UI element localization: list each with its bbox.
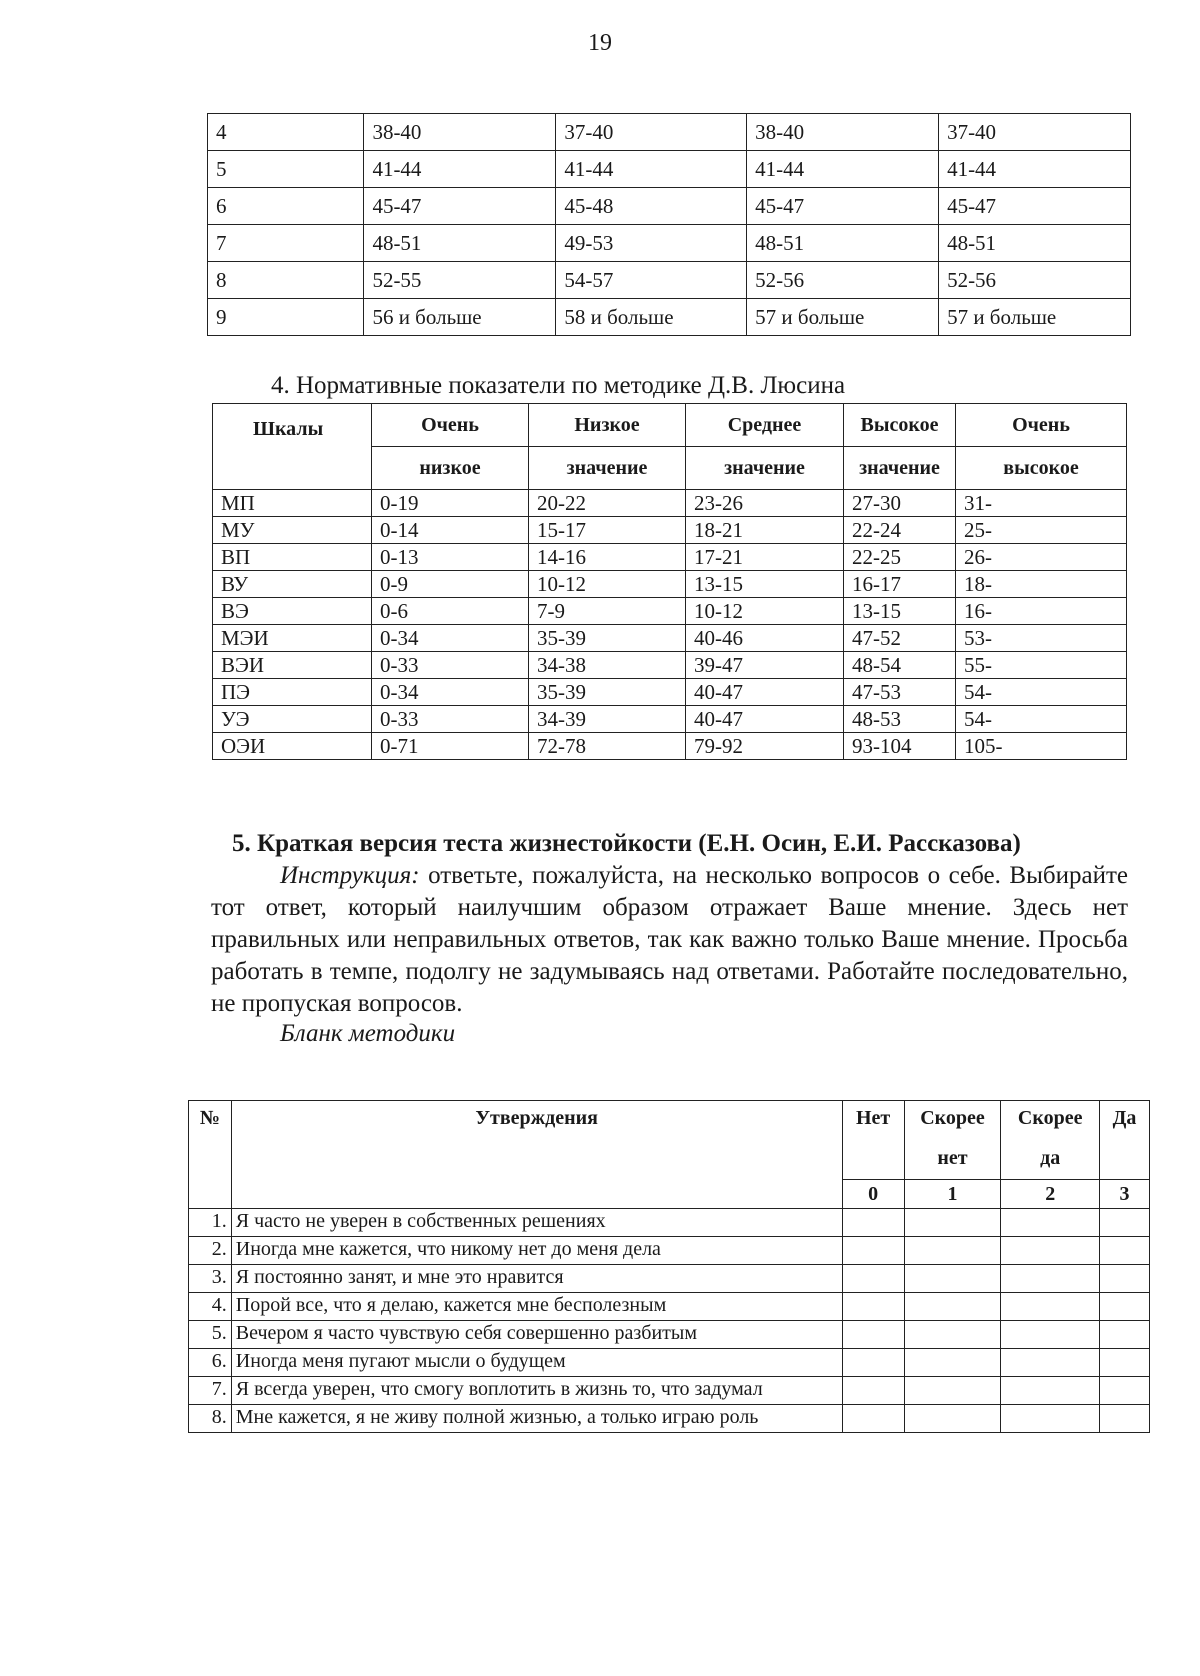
table-cell: 48-51	[747, 225, 939, 262]
table-cell: 72-78	[529, 733, 686, 760]
lyusin-norms-table	[212, 403, 1127, 760]
table-cell: 54-	[956, 679, 1127, 706]
table-cell: 0-14	[372, 517, 529, 544]
table-cell: 45-47	[747, 188, 939, 225]
answer-cell[interactable]	[904, 1265, 1001, 1293]
table-cell: УЭ	[213, 706, 372, 733]
statement-row	[189, 1377, 1150, 1405]
table-cell: 15-17	[529, 517, 686, 544]
table-cell: 13-15	[686, 571, 844, 598]
table-cell: 0-34	[372, 625, 529, 652]
table-cell: 52-55	[364, 262, 556, 299]
statement-number: 5.	[189, 1321, 232, 1349]
statements-header: Утверждения	[231, 1101, 842, 1209]
table-cell: 45-47	[939, 188, 1131, 225]
hardiness-form-table	[188, 1100, 1150, 1433]
statement-text: Мне кажется, я не живу полной жизнью, а только играю роль	[231, 1405, 842, 1433]
table-cell: 0-9	[372, 571, 529, 598]
answer-cell[interactable]	[842, 1349, 904, 1377]
table-cell: 48-53	[844, 706, 956, 733]
statement-number: 4.	[189, 1293, 232, 1321]
table-row	[208, 151, 1131, 188]
table-cell: ВУ	[213, 571, 372, 598]
table-cell: 0-71	[372, 733, 529, 760]
answer-code: 0	[842, 1180, 904, 1209]
table-cell: 37-40	[939, 114, 1131, 151]
table-cell: ПЭ	[213, 679, 372, 706]
table-cell: 16-	[956, 598, 1127, 625]
table-cell: 93-104	[844, 733, 956, 760]
answer-cell[interactable]	[842, 1405, 904, 1433]
table-cell: 58 и больше	[556, 299, 747, 336]
instruction-text: ответьте, пожалуйста, на несколько вопросов о себе. Выбирайте тот ответ, который наилучшим образом отражает Ваше мнение. Здесь нет правильных или неправильных ответов, так как важно только Ваше мнение. Просьба работать в темпе, подолгу не задумываясь над ответами. Работайте последовательно, не пропуская вопросов.	[211, 862, 1128, 1017]
table-row	[208, 262, 1131, 299]
table-cell: 18-21	[686, 517, 844, 544]
header-row	[189, 1101, 1150, 1142]
statement-text: Я всегда уверен, что смогу воплотить в жизнь то, что задумал	[231, 1377, 842, 1405]
table-cell: 18-	[956, 571, 1127, 598]
answer-cell[interactable]	[1100, 1293, 1150, 1321]
table-cell: 20-22	[529, 490, 686, 517]
column-header: Низкое	[529, 404, 686, 447]
table-row	[213, 544, 1127, 571]
form-label: Бланк методики	[280, 1020, 456, 1047]
column-header-sub: низкое	[372, 447, 529, 490]
table-cell: 34-38	[529, 652, 686, 679]
table-cell: 0-33	[372, 652, 529, 679]
table-cell: 47-53	[844, 679, 956, 706]
table-cell: 52-56	[747, 262, 939, 299]
answer-cell[interactable]	[904, 1321, 1001, 1349]
table-cell: 53-	[956, 625, 1127, 652]
statement-row	[189, 1237, 1150, 1265]
statement-row	[189, 1293, 1150, 1321]
column-header: Среднее	[686, 404, 844, 447]
answer-header: Да	[1100, 1101, 1150, 1142]
table-row	[213, 517, 1127, 544]
answer-code: 1	[904, 1180, 1001, 1209]
table-cell: 105-	[956, 733, 1127, 760]
table-cell: МП	[213, 490, 372, 517]
table-cell: 8	[208, 262, 364, 299]
statement-number: 6.	[189, 1349, 232, 1377]
answer-cell[interactable]	[1100, 1405, 1150, 1433]
table-cell: 26-	[956, 544, 1127, 571]
answer-header-sub	[1100, 1141, 1150, 1180]
statement-text: Я часто не уверен в собственных решениях	[231, 1209, 842, 1237]
answer-cell[interactable]	[1001, 1293, 1100, 1321]
statement-row	[189, 1349, 1150, 1377]
instruction-label: Инструкция:	[280, 862, 420, 889]
table-cell: 5	[208, 151, 364, 188]
table-cell: 27-30	[844, 490, 956, 517]
answer-cell[interactable]	[842, 1237, 904, 1265]
table-cell: 10-12	[686, 598, 844, 625]
table-cell: 45-48	[556, 188, 747, 225]
answer-cell[interactable]	[904, 1237, 1001, 1265]
table-cell: 57 и больше	[939, 299, 1131, 336]
statement-text: Я постоянно занят, и мне это нравится	[231, 1265, 842, 1293]
statement-text: Иногда меня пугают мысли о будущем	[231, 1349, 842, 1377]
answer-cell[interactable]	[842, 1377, 904, 1405]
table-cell: 0-13	[372, 544, 529, 571]
table-row	[208, 188, 1131, 225]
answer-cell[interactable]	[1001, 1265, 1100, 1293]
answer-cell[interactable]	[1100, 1237, 1150, 1265]
table-cell: ВП	[213, 544, 372, 571]
statement-number: 1.	[189, 1209, 232, 1237]
column-header: Очень	[372, 404, 529, 447]
table-cell: 22-24	[844, 517, 956, 544]
table-cell: 10-12	[529, 571, 686, 598]
column-header: Очень	[956, 404, 1127, 447]
instruction-paragraph	[211, 860, 1128, 1020]
statement-row	[189, 1265, 1150, 1293]
table-cell: 0-33	[372, 706, 529, 733]
table-row	[213, 652, 1127, 679]
answer-cell[interactable]	[1001, 1377, 1100, 1405]
table-cell: 48-54	[844, 652, 956, 679]
table-cell: 7-9	[529, 598, 686, 625]
answer-code: 3	[1100, 1180, 1150, 1209]
norms-table-continued	[207, 113, 1131, 336]
answer-cell[interactable]	[1001, 1349, 1100, 1377]
table-row	[213, 571, 1127, 598]
number-header: №	[189, 1101, 232, 1209]
table-row	[208, 114, 1131, 151]
statement-number: 7.	[189, 1377, 232, 1405]
table-row	[213, 679, 1127, 706]
section5-title: 5. Краткая версия теста жизнестойкости (Е.Н. Осин, Е.И. Рассказова)	[232, 830, 1021, 857]
table-cell: 6	[208, 188, 364, 225]
statement-text: Вечером я часто чувствую себя совершенно разбитым	[231, 1321, 842, 1349]
table-cell: 57 и больше	[747, 299, 939, 336]
statement-row	[189, 1321, 1150, 1349]
table-row	[213, 625, 1127, 652]
page-number: 19	[588, 30, 612, 56]
statement-number: 8.	[189, 1405, 232, 1433]
table-cell: ВЭ	[213, 598, 372, 625]
table-row	[213, 490, 1127, 517]
table-cell: 40-47	[686, 679, 844, 706]
table-cell: МУ	[213, 517, 372, 544]
table-row	[208, 225, 1131, 262]
table-cell: 35-39	[529, 679, 686, 706]
column-header-sub: значение	[529, 447, 686, 490]
answer-header: Скорее	[1001, 1101, 1100, 1142]
table-cell: 37-40	[556, 114, 747, 151]
answer-cell[interactable]	[1100, 1321, 1150, 1349]
answer-cell[interactable]	[842, 1293, 904, 1321]
answer-cell[interactable]	[1100, 1377, 1150, 1405]
table-cell: 41-44	[364, 151, 556, 188]
statement-text: Порой все, что я делаю, кажется мне бесполезным	[231, 1293, 842, 1321]
table-cell: 7	[208, 225, 364, 262]
column-header-sub: значение	[686, 447, 844, 490]
table-cell: 47-52	[844, 625, 956, 652]
table-cell: 16-17	[844, 571, 956, 598]
answer-cell[interactable]	[842, 1209, 904, 1237]
column-header-sub: высокое	[956, 447, 1127, 490]
table-cell: 79-92	[686, 733, 844, 760]
answer-cell[interactable]	[904, 1377, 1001, 1405]
table-cell: 14-16	[529, 544, 686, 571]
table-cell: 52-56	[939, 262, 1131, 299]
answer-cell[interactable]	[1001, 1405, 1100, 1433]
table-cell: 49-53	[556, 225, 747, 262]
answer-cell[interactable]	[1100, 1349, 1150, 1377]
table-cell: 23-26	[686, 490, 844, 517]
statement-row	[189, 1209, 1150, 1237]
table2-heading: 4. Нормативные показатели по методике Д.В. Люсина	[271, 372, 846, 399]
table-cell: 25-	[956, 517, 1127, 544]
table-row	[208, 299, 1131, 336]
table-cell: 0-6	[372, 598, 529, 625]
table-cell: 45-47	[364, 188, 556, 225]
table-cell: 34-39	[529, 706, 686, 733]
table-row	[213, 598, 1127, 625]
answer-cell[interactable]	[1100, 1209, 1150, 1237]
table-cell: 41-44	[747, 151, 939, 188]
table-cell: 4	[208, 114, 364, 151]
table-cell: 55-	[956, 652, 1127, 679]
table-cell: 41-44	[556, 151, 747, 188]
column-header: Шкалы	[213, 404, 372, 490]
answer-cell[interactable]	[904, 1293, 1001, 1321]
column-header: Высокое	[844, 404, 956, 447]
table-cell: 9	[208, 299, 364, 336]
answer-header-sub: да	[1001, 1141, 1100, 1180]
answer-cell[interactable]	[1001, 1321, 1100, 1349]
column-header-sub: значение	[844, 447, 956, 490]
table-cell: 0-19	[372, 490, 529, 517]
table-cell: 38-40	[747, 114, 939, 151]
answer-cell[interactable]	[1100, 1265, 1150, 1293]
answer-cell[interactable]	[904, 1349, 1001, 1377]
answer-header-sub	[842, 1141, 904, 1180]
table-cell: 40-47	[686, 706, 844, 733]
statement-number: 2.	[189, 1237, 232, 1265]
answer-cell[interactable]	[842, 1321, 904, 1349]
table-cell: ВЭИ	[213, 652, 372, 679]
table-cell: 40-46	[686, 625, 844, 652]
header-row	[213, 404, 1127, 447]
table-cell: 56 и больше	[364, 299, 556, 336]
table-cell: 38-40	[364, 114, 556, 151]
table-cell: 39-47	[686, 652, 844, 679]
table-cell: 13-15	[844, 598, 956, 625]
table-cell: 54-	[956, 706, 1127, 733]
table-row	[213, 706, 1127, 733]
table-cell: 48-51	[364, 225, 556, 262]
table-cell: ОЭИ	[213, 733, 372, 760]
answer-cell[interactable]	[904, 1405, 1001, 1433]
answer-code: 2	[1001, 1180, 1100, 1209]
table-cell: 41-44	[939, 151, 1131, 188]
table-row	[213, 733, 1127, 760]
statement-text: Иногда мне кажется, что никому нет до меня дела	[231, 1237, 842, 1265]
answer-header: Скорее	[904, 1101, 1001, 1142]
table-cell: МЭИ	[213, 625, 372, 652]
statement-number: 3.	[189, 1265, 232, 1293]
answer-cell[interactable]	[1001, 1237, 1100, 1265]
answer-header-sub: нет	[904, 1141, 1001, 1180]
table-cell: 31-	[956, 490, 1127, 517]
table-cell: 22-25	[844, 544, 956, 571]
answer-header: Нет	[842, 1101, 904, 1142]
table-cell: 17-21	[686, 544, 844, 571]
table-cell: 35-39	[529, 625, 686, 652]
table-cell: 48-51	[939, 225, 1131, 262]
answer-cell[interactable]	[1001, 1209, 1100, 1237]
answer-cell[interactable]	[904, 1209, 1001, 1237]
table-cell: 54-57	[556, 262, 747, 299]
table-cell: 0-34	[372, 679, 529, 706]
statement-row	[189, 1405, 1150, 1433]
answer-cell[interactable]	[842, 1265, 904, 1293]
